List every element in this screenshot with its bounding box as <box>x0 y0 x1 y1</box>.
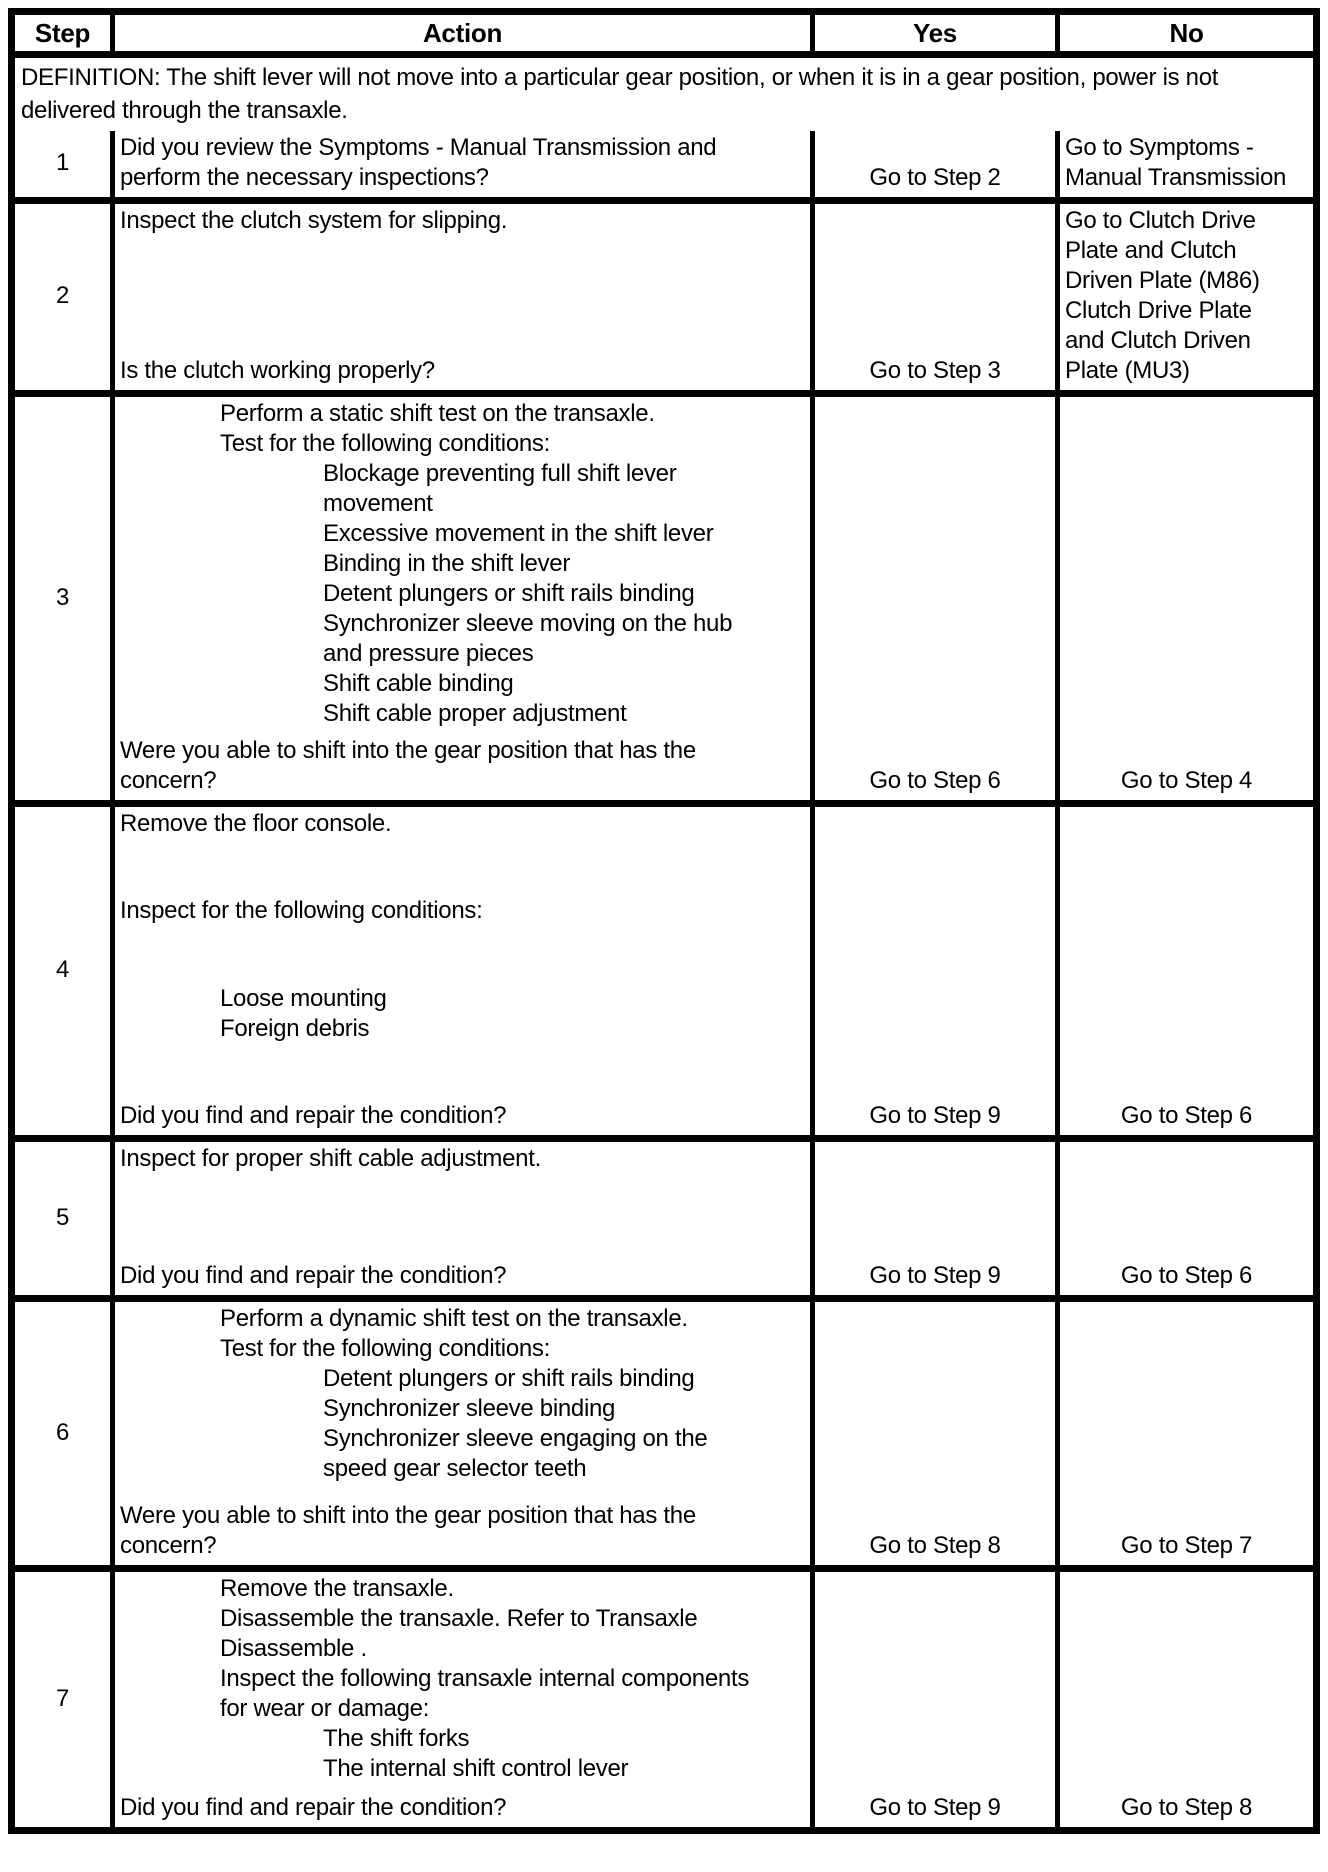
yes-cell: Go to Step 8 <box>810 1302 1055 1565</box>
table-row <box>15 800 1313 1135</box>
action-line: speed gear selector teeth <box>323 1455 587 1482</box>
action-cell <box>110 397 810 800</box>
action-line: Remove the transaxle. <box>220 1575 454 1602</box>
action-block <box>120 736 805 796</box>
no-cell <box>1055 131 1313 197</box>
action-line: Excessive movement in the shift lever <box>323 520 714 547</box>
action-line: concern? <box>120 767 217 794</box>
table-row <box>15 1135 1313 1295</box>
step-cell: 2 <box>55 282 70 309</box>
table-row <box>15 1565 1313 1827</box>
no-cell <box>1055 1142 1313 1295</box>
action-line: Remove the floor console. <box>120 810 392 837</box>
action-line: perform the necessary inspections? <box>120 164 489 191</box>
action-block <box>120 1793 805 1823</box>
action-line: Synchronizer sleeve binding <box>323 1395 616 1422</box>
action-line: and pressure pieces <box>323 640 534 667</box>
action-line: The internal shift control lever <box>323 1755 629 1782</box>
header-action: Action <box>110 15 810 51</box>
action-line: Did you find and repair the condition? <box>120 1262 507 1289</box>
action-line: Synchronizer sleeve moving on the hub <box>323 610 733 637</box>
no-line: Go to Symptoms - <box>1065 134 1254 161</box>
no-cell <box>1055 397 1313 800</box>
action-block <box>120 399 805 729</box>
no-line: Go to Step 8 <box>1120 1794 1253 1821</box>
action-block <box>120 1574 805 1784</box>
yes-cell: Go to Step 9 <box>810 807 1055 1135</box>
troubleshooting-table <box>8 8 1320 1834</box>
table-row <box>15 197 1313 390</box>
action-line: Did you find and repair the condition? <box>120 1794 507 1821</box>
table-row <box>15 390 1313 800</box>
step-cell: 3 <box>55 583 70 611</box>
action-line: Perform a static shift test on the transaxle. <box>220 400 655 427</box>
action-line: Did you find and repair the condition? <box>120 1101 507 1129</box>
step-cell: 6 <box>55 1418 70 1446</box>
definition-row: DEFINITION: The shift lever will not move into a particular gear position, or when it is in a gear position, power is not delivered through the transaxle. <box>15 51 1313 131</box>
header-yes: Yes <box>810 15 1055 51</box>
action-cell <box>110 204 810 390</box>
step-cell: 1 <box>55 149 70 176</box>
no-line: Go to Step 7 <box>1120 1532 1253 1559</box>
action-line: Is the clutch working properly? <box>120 357 435 384</box>
action-block <box>120 1304 805 1484</box>
header-no: No <box>1055 15 1313 51</box>
no-line: Manual Transmission <box>1065 164 1287 191</box>
table-row <box>15 131 1313 197</box>
action-line: Synchronizer sleeve engaging on the <box>323 1425 708 1452</box>
no-line: Go to Clutch Drive <box>1065 207 1256 234</box>
step-cell: 7 <box>55 1684 70 1712</box>
action-line: The shift forks <box>323 1725 470 1752</box>
action-line: concern? <box>120 1532 217 1559</box>
action-line: Shift cable binding <box>323 670 514 697</box>
action-cell <box>110 807 810 1135</box>
action-line: Inspect the clutch system for slipping. <box>120 207 508 234</box>
action-line: Inspect for proper shift cable adjustment. <box>120 1145 541 1172</box>
no-line: and Clutch Driven <box>1065 327 1251 354</box>
yes-cell: Go to Step 6 <box>810 397 1055 800</box>
action-block <box>120 356 805 386</box>
action-line: Disassemble the transaxle. Refer to Transaxle <box>220 1605 698 1632</box>
action-line: Did you review the Symptoms - Manual Transmission and <box>120 134 717 161</box>
yes-cell: Go to Step 3 <box>810 204 1055 390</box>
action-block <box>120 984 805 1044</box>
action-cell <box>110 1142 810 1295</box>
no-line: Plate (MU3) <box>1065 357 1190 384</box>
no-line: Clutch Drive Plate <box>1065 297 1252 324</box>
action-line: Binding in the shift lever <box>323 550 571 577</box>
no-cell <box>1055 1302 1313 1565</box>
no-cell <box>1055 807 1313 1135</box>
action-block <box>120 1261 805 1291</box>
no-cell <box>1055 1572 1313 1827</box>
action-cell <box>110 1572 810 1827</box>
no-cell <box>1055 204 1313 390</box>
no-line: Go to Step 6 <box>1120 1262 1253 1289</box>
no-line: Go to Step 6 <box>1120 1102 1253 1129</box>
table-row <box>15 1295 1313 1565</box>
action-line: Test for the following conditions: <box>220 430 550 457</box>
action-line: movement <box>323 490 433 517</box>
action-line: for wear or damage: <box>220 1695 430 1722</box>
action-line: Blockage preventing full shift lever <box>323 460 677 487</box>
action-line: Were you able to shift into the gear position that has the <box>120 737 696 764</box>
no-line: Go to Step 4 <box>1120 767 1253 794</box>
action-line: Test for the following conditions: <box>220 1335 550 1362</box>
table-body <box>15 131 1313 1827</box>
action-line: Shift cable proper adjustment <box>323 700 627 727</box>
action-line: Loose mounting <box>220 984 387 1012</box>
action-line: Detent plungers or shift rails binding <box>323 1365 695 1392</box>
action-line: Foreign debris <box>220 1014 370 1042</box>
action-line: Detent plungers or shift rails binding <box>323 580 695 607</box>
yes-cell: Go to Step 9 <box>810 1142 1055 1295</box>
action-block <box>120 206 805 236</box>
action-line: Were you able to shift into the gear position that has the <box>120 1502 696 1529</box>
action-line: Inspect for the following conditions: <box>120 897 483 925</box>
action-block <box>120 809 805 839</box>
action-block <box>120 1101 805 1131</box>
action-line: Inspect the following transaxle internal components <box>220 1665 750 1692</box>
header-step: Step <box>34 18 91 48</box>
step-cell: 4 <box>55 956 70 983</box>
table-header-row <box>15 15 1313 51</box>
no-line: Driven Plate (M86) <box>1065 267 1260 294</box>
action-cell <box>110 131 810 197</box>
action-block <box>120 1144 805 1174</box>
no-line: Plate and Clutch <box>1065 237 1237 264</box>
yes-cell: Go to Step 2 <box>810 131 1055 197</box>
step-cell: 5 <box>55 1203 70 1231</box>
action-block <box>120 1501 805 1561</box>
action-block <box>120 896 805 926</box>
action-line: Disassemble . <box>220 1635 367 1662</box>
action-cell <box>110 1302 810 1565</box>
action-line: Perform a dynamic shift test on the transaxle. <box>220 1305 688 1332</box>
action-block <box>120 133 805 193</box>
yes-cell: Go to Step 9 <box>810 1572 1055 1827</box>
